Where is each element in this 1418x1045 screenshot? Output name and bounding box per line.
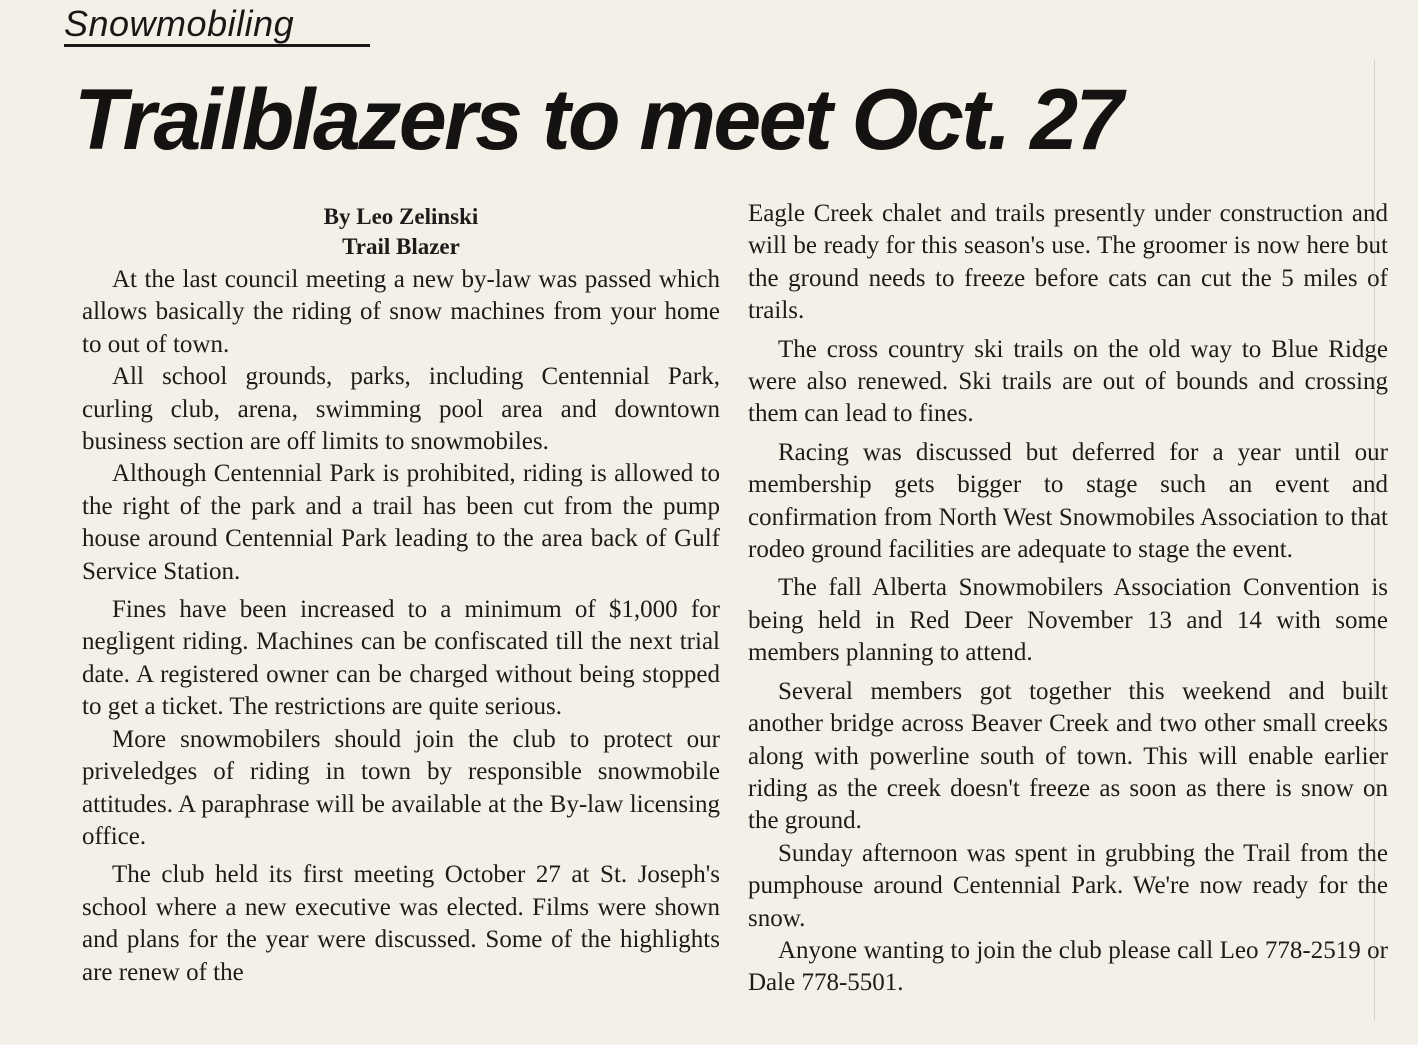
section-underline (64, 44, 370, 47)
byline (82, 202, 720, 262)
headline: Trailblazers to meet Oct. 27 (74, 72, 1121, 168)
paragraph: The cross country ski trails on the old way to Blue Ridge were also renewed. Ski trails are out of bounds and crossing them can lead to fines. (748, 335, 1388, 428)
paragraph: Racing was discussed but deferred for a year until our membership gets bigger to stage such an event and confirmation from North West Snowmobiles Association to that rodeo ground facilities are adequate to stage the event. (748, 438, 1388, 564)
paragraph: The fall Alberta Snowmobilers Association Convention is being held in Red Deer November 13 and 14 with some members planning to attend. (748, 574, 1388, 667)
paper-fold-line (1374, 60, 1375, 1020)
paragraph: At the last council meeting a new by-law was passed which allows basically the riding of snow machines from your home to out of town. (82, 266, 720, 358)
section-label: Snowmobiling (64, 3, 295, 44)
byline-author: By Leo Zelinski (323, 204, 479, 229)
paragraph: Anyone wanting to join the club please call Leo 778-2519 or Dale 778-5501. (748, 936, 1388, 997)
paragraph: The club held its first meeting October 27 at St. Joseph's school where a new executive was elected. Films were shown and plans for the year were discussed. Some of the highlights are renew of the (82, 861, 720, 986)
article-column-left (82, 198, 720, 989)
article-column-right (748, 198, 1388, 1000)
byline-title: Trail Blazer (342, 234, 460, 259)
paragraph: Several members got together this weekend and built another bridge across Beaver Creek and two other small creeks along with powerline south of town. This will enable earlier riding as the creek doesn't freeze as soon as there is snow on the ground. (748, 677, 1388, 835)
paragraph: Sunday afternoon was spent in grubbing the Trail from the pumphouse around Centennial Park. We're now ready for the snow. (748, 839, 1388, 932)
paragraph: All school grounds, parks, including Centennial Park, curling club, arena, swimming pool area and downtown business section are off limits to snowmobiles. (82, 363, 720, 456)
paragraph: Although Centennial Park is prohibited, riding is allowed to the right of the park and a trail has been cut from the pump house around Centennial Park leading to the area back of Gulf Service Station. (82, 460, 720, 585)
paragraph: Eagle Creek chalet and trails presently under construction and will be ready for this season's use. The groomer is now here but the ground needs to freeze before cats can cut the 5 miles of trails. (748, 200, 1388, 325)
paragraph: Fines have been increased to a minimum of $1,000 for negligent riding. Machines can be confiscated till the next trial date. A registered owner can be charged without being stopped to get a ticket. The restrictions are quite serious. (82, 596, 720, 721)
paragraph: More snowmobilers should join the club to protect our priveledges of riding in town by responsible snowmobile attitudes. A paraphrase will be available at the By-law licensing office. (82, 725, 720, 850)
